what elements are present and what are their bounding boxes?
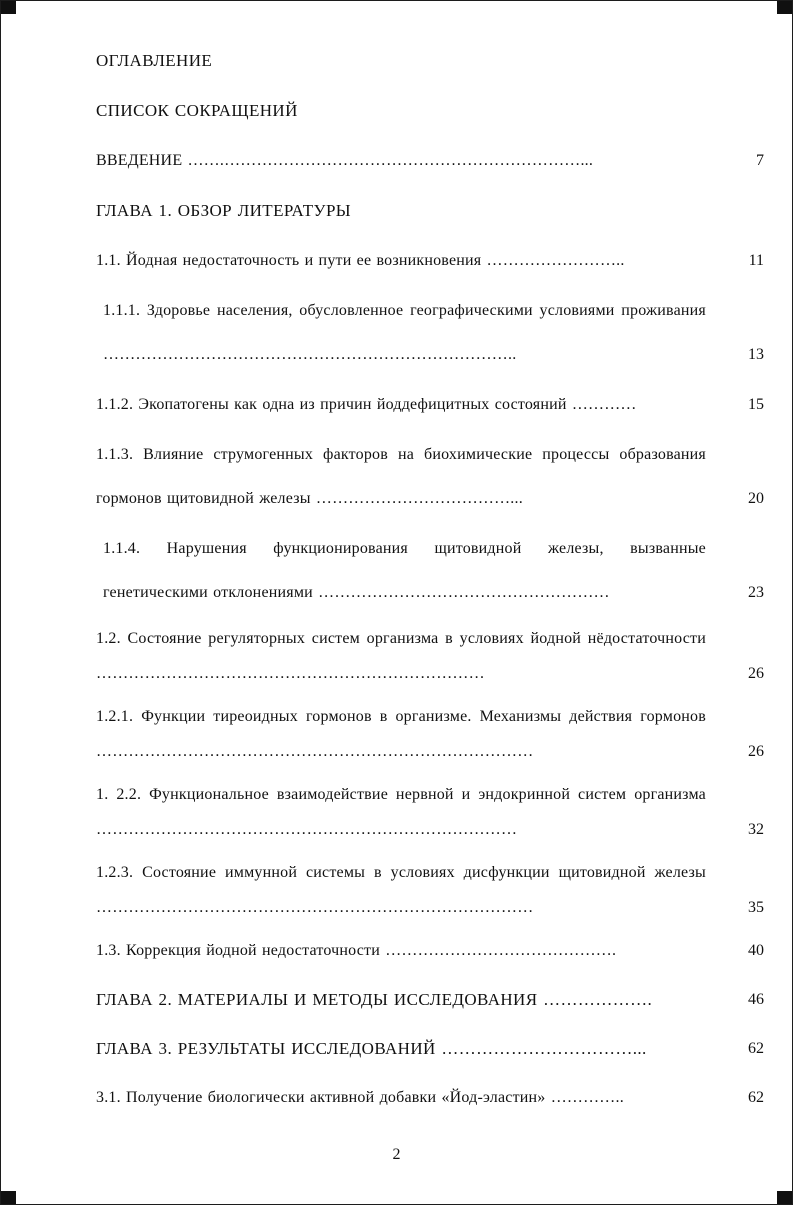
- toc-entry-1-1-4: [96, 527, 764, 615]
- toc-entry-text: 1.1. Йодная недостаточность и пути ее возникновения ……………………..: [96, 252, 625, 269]
- toc-entry-text: 1.1.1. Здоровье населения, обусловленное географическими условиями проживания …………………………………………………………………..: [103, 302, 706, 363]
- toc-heading-chapter-1: [96, 189, 764, 233]
- scan-corner-artifact: [777, 1191, 792, 1204]
- toc-entry-chapter-3: [96, 1031, 764, 1066]
- toc-entry-page: 26: [748, 665, 764, 682]
- toc-entry-text: ГЛАВА 1. ОБЗОР ЛИТЕРАТУРЫ: [96, 201, 352, 220]
- toc-entry-text: 1.1.3. Влияние струмогенных факторов на биохимические процессы образования гормонов щитовидной железы ………………………………...: [96, 446, 706, 507]
- toc-entry-1-1-1: [96, 289, 764, 377]
- scan-corner-artifact: [777, 1, 792, 14]
- toc-entry-text: 1.1.2. Экопатогены как одна из причин йоддефицитных состояний …………: [96, 396, 637, 413]
- toc-entry-1-1: [96, 239, 764, 283]
- toc-entry-page: 26: [748, 743, 764, 760]
- toc-entry-1-2: [96, 621, 764, 691]
- toc-entry-text: 1.1.4. Нарушения функционирования щитовидной железы, вызванные генетическими отклонениями ………………………………………………: [103, 540, 706, 601]
- toc-entry-text: 1. 2.2. Функциональное взаимодействие нервной и эндокринной систем организма ……………………………………………………………………: [96, 786, 706, 838]
- toc-entry-introduction: [96, 139, 764, 183]
- toc-entry-1-2-3: [96, 855, 764, 925]
- toc-entry-abbreviations: [96, 89, 764, 133]
- toc-entry-text: ВВЕДЕНИЕ …….…………………………………………………………...: [96, 152, 594, 169]
- toc-entry-text: ОГЛАВЛЕНИЕ: [96, 51, 213, 70]
- toc-entry-1-1-2: [96, 383, 764, 427]
- toc-entry-text: ГЛАВА 3. РЕЗУЛЬТАТЫ ИССЛЕДОВАНИЙ ……………………………...: [96, 1039, 647, 1058]
- toc-entry-1-1-3: [96, 433, 764, 521]
- toc-entry-text: 3.1. Получение биологически активной добавки «Йод-эластин» …………..: [96, 1089, 624, 1106]
- toc-entry-text: 1.2. Состояние регуляторных систем организма в условиях йодной нёдостаточности ………………………………………………………………: [96, 630, 706, 682]
- toc-entry-text: ГЛАВА 2. МАТЕРИАЛЫ И МЕТОДЫ ИССЛЕДОВАНИЯ ……………….: [96, 990, 653, 1009]
- toc-entry-page: 35: [748, 899, 764, 916]
- toc-entry-text: 1.2.1. Функции тиреоидных гормонов в организме. Механизмы действия гормонов ………………………………………………………………………: [96, 708, 706, 760]
- toc-section-bottom: [96, 621, 764, 1115]
- toc-entry-page: 46: [748, 991, 764, 1008]
- toc-entry-text: СПИСОК СОКРАЩЕНИЙ: [96, 101, 298, 120]
- toc-entry-page: 40: [748, 942, 764, 959]
- toc-entry-page: 62: [748, 1089, 764, 1106]
- toc-entry-page: 7: [756, 152, 764, 169]
- toc-entry-1-3: [96, 933, 764, 968]
- toc-entry-page: 20: [748, 490, 764, 507]
- toc-entry-page: 23: [748, 584, 764, 601]
- toc-heading-contents: [96, 39, 764, 83]
- toc-entry-page: 62: [748, 1040, 764, 1057]
- toc-entry-chapter-2: [96, 982, 764, 1017]
- scan-corner-artifact: [1, 1191, 16, 1204]
- toc-entry-text: 1.2.3. Состояние иммунной системы в условиях дисфункции щитовидной железы ………………………………………………………………………: [96, 864, 706, 916]
- scan-corner-artifact: [1, 1, 16, 14]
- table-of-contents: [1, 1, 792, 1115]
- toc-entry-1-2-1: [96, 699, 764, 769]
- toc-entry-page: 11: [748, 252, 764, 269]
- page-number: 2: [392, 1146, 401, 1163]
- toc-section-top: [96, 39, 764, 615]
- toc-entry-1-2-2: [96, 777, 764, 847]
- toc-entry-page: 15: [748, 396, 764, 413]
- toc-entry-3-1: [96, 1080, 764, 1115]
- toc-entry-page: 32: [748, 821, 764, 838]
- toc-entry-page: 13: [748, 346, 764, 363]
- toc-entry-text: 1.3. Коррекция йодной недостаточности …………………………………….: [96, 942, 617, 959]
